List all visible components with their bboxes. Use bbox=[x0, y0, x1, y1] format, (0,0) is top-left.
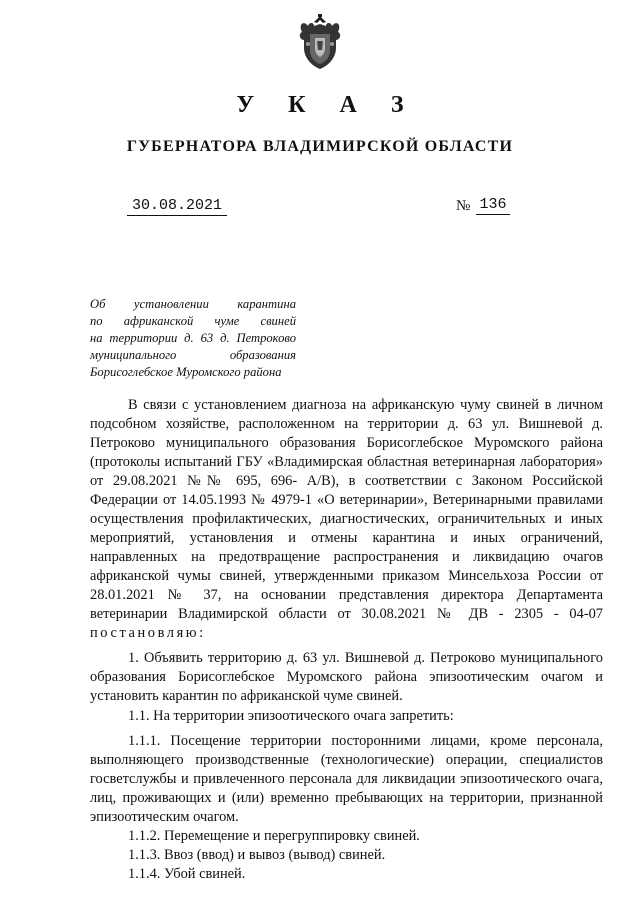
intro-paragraph bbox=[90, 396, 603, 643]
subject-line: Борисоглебское Муромского района bbox=[90, 365, 282, 379]
subject-line: по африканской чуме свиней bbox=[90, 314, 296, 328]
clause-1-1: 1.1. На территории эпизоотического очага запретить: bbox=[128, 708, 454, 724]
decree-number: 136 bbox=[476, 196, 510, 215]
clause-1-1-3: 1.1.3. Ввоз (ввод) и вывоз (вывод) свиней. bbox=[128, 847, 386, 863]
clause-1-1-1: 1.1.1. Посещение территории посторонними лицами, кроме персонала, выполняющего производственные (технологические) операции, специалистов госветслужбы и привлеченного персонала для ликвидации эпизоотического очага, лиц, проживающих и (или) временно пребывающих на территории, признанной эпизоотическим очагом. bbox=[90, 733, 603, 825]
intro-text: В связи с установлением диагноза на африканскую чуму свиней в личном подсобном хозяйстве, расположенном на территории д. 63 ул. Вишневой д. Петроково муниципального образования Борисоглебское Муромского района (протоколы испытаний ГБУ «Владимирская областная ветеринарная лаборатория» от 29.08.2021 №№ 695, 696- А/В), в соответствии с Законом Российской Федерации от 14.05.1993 № 4979-1 «О ветеринарии», Ветеринарными правилами осуществления профилактических, диагностических, ограничительных и иных мероприятий, установления и отмены карантина и иных ограничений, направленных на предотвращение распространения и ликвидацию очагов африканской чумы свиней, утвержденными приказом Минсельхоза России от 28.01.2021 № 37, на основании представления директора Департамента ветеринарии Владимирской области от 30.08.2021 № ДВ - 2305 - 04-07 bbox=[90, 397, 603, 622]
document-title: У К А З bbox=[236, 92, 418, 118]
decree-body bbox=[90, 396, 603, 884]
subject-line: Об установлении карантина bbox=[90, 297, 296, 311]
document-subtitle: ГУБЕРНАТОРА ВЛАДИМИРСКОЙ ОБЛАСТИ bbox=[126, 138, 514, 155]
decree-date: 30.08.2021 bbox=[127, 197, 227, 216]
clause-1-1-4: 1.1.4. Убой свиней. bbox=[128, 866, 246, 882]
postanovlyayu-word: постановляю: bbox=[90, 625, 206, 641]
clause-1-1-2: 1.1.2. Перемещение и перегруппировку свиней. bbox=[128, 828, 420, 844]
decree-number-label: № bbox=[456, 198, 471, 214]
subject-line: муниципального образования bbox=[90, 348, 296, 362]
decree-subject bbox=[90, 296, 296, 381]
subject-line: на территории д. 63 д. Петроково bbox=[90, 331, 296, 345]
clause-1: 1. Объявить территорию д. 63 ул. Вишневой д. Петроково муниципального образования Борисоглебское Муромского района эпизоотическим очагом и установить карантин по африканской чуме свиней. bbox=[90, 650, 603, 704]
coat-of-arms-icon bbox=[296, 14, 344, 70]
